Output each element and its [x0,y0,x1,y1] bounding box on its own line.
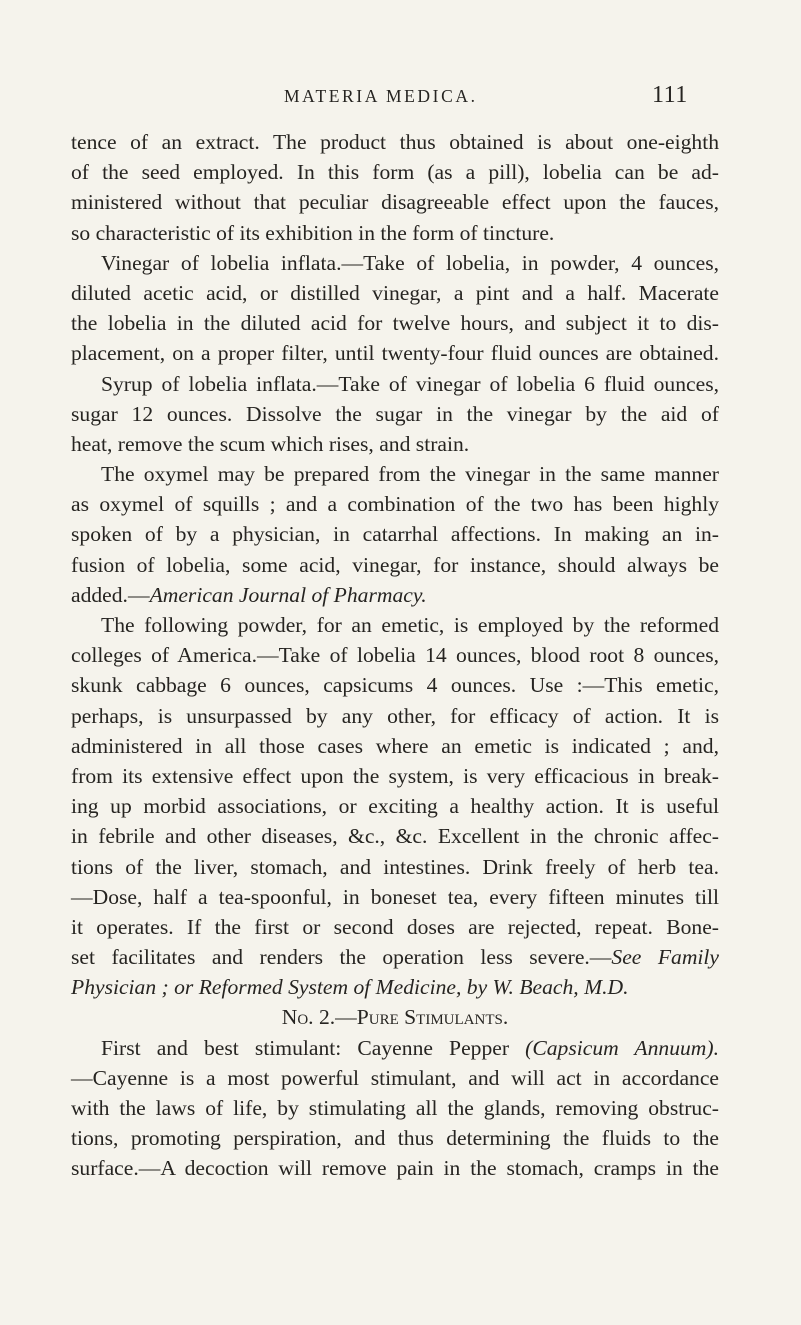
text-line: fusion of lobelia, some acid, vinegar, for instance, should always be [71,552,719,577]
text-line: skunk cabbage 6 ounces, capsicums 4 ounces. Use :—This emetic, [71,673,719,698]
text-line: heat, remove the scum which rises, and strain. [71,431,470,456]
citation: See Family [611,945,719,970]
text-line: ing up morbid associations, or exciting a healthy action. It is useful [71,794,719,819]
text-line: perhaps, is unsurpassed by any other, for efficacy of action. It is [71,703,719,728]
text-line: colleges of America.—Take of lobelia 14 ounces, blood root 8 ounces, [71,643,719,668]
text-fragment: added.— [71,582,150,607]
text-line: diluted acetic acid, or distilled vinegar, a pint and a half. Macerate [71,280,719,305]
text-line: The oxymel may be prepared from the vinegar in the same manner [101,462,719,487]
text-line: —Cayenne is a most powerful stimulant, and will act in accordance [71,1065,719,1090]
text-line: so characteristic of its exhibition in the form of tincture. [71,220,555,245]
text-fragment: set facilitates and renders the operation less severe.— [71,945,612,970]
text-line [71,942,719,972]
text-line: as oxymel of squills ; and a combination of the two has been highly [71,492,719,517]
body-text [71,127,719,1184]
text-line: Vinegar of lobelia inflata.—Take of lobelia, in powder, 4 ounces, [101,250,719,275]
text-line [71,972,719,1002]
section-heading: No. 2.—Pure Stimulants. [281,1005,509,1030]
running-head [0,82,801,112]
running-title: MATERIA MEDICA. [284,86,478,106]
text-line: from its extensive effect upon the system, is very efficacious in break- [71,763,719,788]
text-line: tions of the liver, stomach, and intestines. Drink freely of herb tea. [71,854,719,879]
text-line: administered in all those cases where an emetic is indicated ; and, [71,733,719,758]
text-line: tions, promoting perspiration, and thus determining the fluids to the [71,1126,719,1151]
text-line: placement, on a proper filter, until twenty-four fluid ounces are obtained. [71,341,719,366]
text-line: Syrup of lobelia inflata.—Take of vinegar of lobelia 6 fluid ounces, [101,371,719,396]
text-line [71,1033,719,1063]
text-line: ministered without that peculiar disagreeable effect upon the fauces, [71,190,719,215]
text-line: surface.—A decoction will remove pain in the stomach, cramps in the [71,1156,719,1181]
text-line: tence of an extract. The product thus obtained is about one-eighth [71,130,719,154]
text-line: of the seed employed. In this form (as a pill), lobelia can be ad- [71,160,719,185]
text-fragment: First and best stimulant: Cayenne Pepper [101,1035,526,1060]
text-line: —Dose, half a tea-spoonful, in boneset tea, every fifteen minutes till [71,884,719,909]
text-line: with the laws of life, by stimulating all the glands, removing obstruc- [71,1096,719,1120]
text-line: in febrile and other diseases, &c., &c. Excellent in the chronic affec- [71,824,719,849]
text-line [71,580,719,610]
botanical-name: (Capsicum Annuum). [525,1035,719,1060]
text-line: spoken of by a physician, in catarrhal affections. In making an in- [71,522,719,547]
page-number: 111 [652,82,688,108]
text-line: sugar 12 ounces. Dissolve the sugar in the vinegar by the aid of [71,401,719,426]
text-line: the lobelia in the diluted acid for twelve hours, and subject it to dis- [71,311,719,336]
citation: American Journal of Pharmacy. [149,582,427,607]
citation: Physician ; or Reformed System of Medicine, by W. Beach, M.D. [71,975,629,1000]
text-line: it operates. If the first or second doses are rejected, repeat. Bone- [71,914,719,939]
text-line: The following powder, for an emetic, is employed by the reformed [101,613,719,637]
